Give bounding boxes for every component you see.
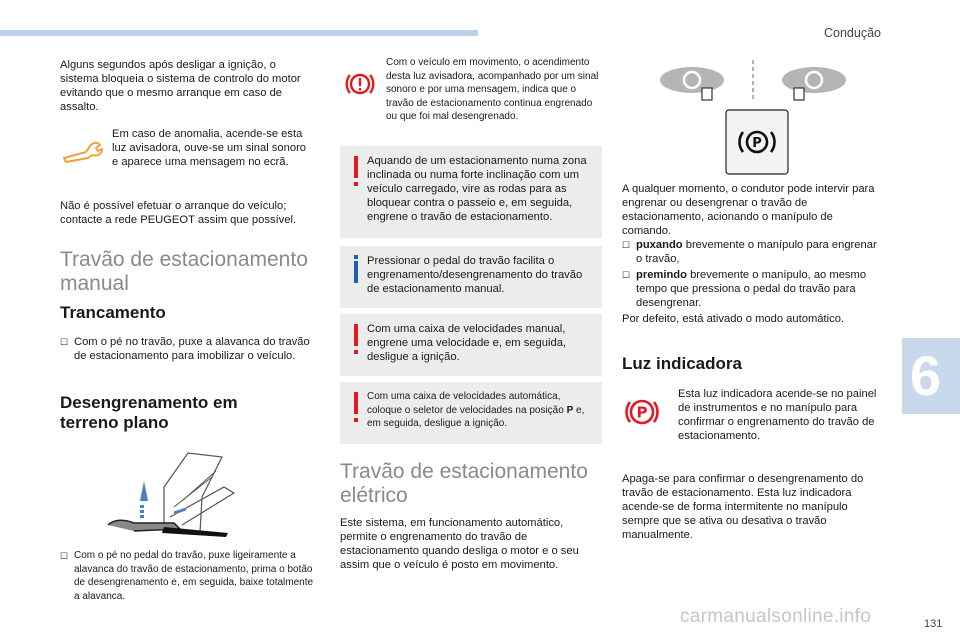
header-accent-bar — [0, 30, 478, 36]
anomaly-paragraph: Em caso de anomalia, acende-se esta luz avisadora, ouve-se um sinal sonoro e aparece uma mensagem no ecrã. — [112, 128, 307, 168]
electric-brake-title: Travão de estacionamento elétrico — [340, 460, 588, 507]
locking-step: ☐ Com o pé no travão, puxe a alavanca do travão de estacionamento para imobilizar o veículo. — [60, 336, 310, 362]
chapter-tab: 6 — [902, 338, 960, 414]
watermark: carmanualsonline.info — [680, 606, 872, 627]
info-box-pedal: Pressionar o pedal do travão facilita o engrenamento/desengrenamento do travão de estacionamento manual. — [340, 246, 602, 308]
moving-warning-paragraph: Com o veículo em movimento, o acendimento desta luz avisadora, acompanhado por um sinal sonoro e por uma mensagem, indica que o travão de estacionamento continua engrenado ou que foi mal desengrenado. — [386, 57, 599, 122]
locking-title: Trancamento — [60, 303, 166, 322]
electric-brake-paragraph: Este sistema, em funcionamento automático, permite o engrenamento do travão de estacionamento quando desliga o motor e o seu assim que o veículo é posto em movimento. — [340, 517, 579, 571]
press-step: ☐ premindo brevemente o manípulo, ao mesmo tempo que pressiona o pedal do travão para desengrenar. — [622, 269, 867, 309]
indicator-off-paragraph: Apaga-se para confirmar o desengrenamento do travão de estacionamento. Esta luz indicadora acende-se de forma intermitente no manípulo sempre que se ativa ou desativa o travão manualmente. — [622, 473, 864, 541]
arrow-bullet-icon: ☐ — [622, 270, 631, 280]
release-step: ☐ Com o pé no pedal do travão, puxe ligeiramente a alavanca do travão de estacionamento, prima o botão de desengrenamento e, em seguida, baixe totalmente a alavanca. — [60, 550, 314, 602]
intro-paragraph: Alguns segundos após desligar a ignição, o sistema bloqueia o sistema de controlo do motor evitando que o mesmo arranque em caso de assalto. — [60, 59, 301, 113]
svg-text:P: P — [752, 136, 762, 151]
parking-brake-p-icon — [622, 392, 662, 432]
steering-wheel-illustration — [658, 58, 848, 176]
arrow-bullet-icon: ☐ — [60, 551, 69, 561]
not-possible-paragraph: Não é possível efetuar o arranque do veículo; contacte a rede PEUGEOT assim que possível. — [60, 200, 297, 226]
warning-exclamation-icon — [354, 392, 358, 414]
page-number: 131 — [924, 618, 943, 630]
lever-illustration — [104, 447, 252, 539]
info-box-manual-gearbox: Com uma caixa de velocidades manual, engrene uma velocidade e, em seguida, desligue a ignição. — [340, 314, 602, 376]
pull-step: ☐ puxando brevemente o manípulo para engrenar o travão, — [622, 239, 877, 265]
info-i-icon — [354, 261, 358, 283]
info-box-automatic-gearbox: Com uma caixa de velocidades automática, coloque o seletor de velocidades na posição P e, em seguida, desligue a ignição. — [340, 382, 602, 444]
svg-text:P: P — [636, 403, 648, 422]
indicator-light-title: Luz indicadora — [622, 354, 742, 373]
section-title: Condução — [824, 26, 881, 40]
info-box-slope: Aquando de um estacionamento numa zona inclinada ou numa forte inclinação com um veículo carregado, vire as rodas para as bloquear contra o passeio e, em seguida, engrene o travão de estacionamento. — [340, 146, 602, 238]
arrow-bullet-icon: ☐ — [60, 337, 69, 347]
brake-warning-icon — [342, 66, 378, 102]
warning-exclamation-icon — [354, 156, 358, 178]
release-title: Desengrenamento em terreno plano — [60, 393, 238, 432]
indicator-light-paragraph: Esta luz indicadora acende-se no painel de instrumentos e no manípulo para confirmar o engrenamento do travão de estacionamento. — [678, 388, 877, 442]
manual-brake-title: Travão de estacionamento manual — [60, 248, 308, 295]
warning-exclamation-icon — [354, 324, 358, 346]
arrow-bullet-icon: ☐ — [622, 240, 631, 250]
wrench-icon — [60, 136, 104, 166]
default-mode-paragraph: Por defeito, está ativado o modo automático. — [622, 313, 845, 325]
intervene-paragraph: A qualquer momento, o condutor pode intervir para engrenar ou desengrenar o travão de estacionamento, acionando o manípulo de comando. — [622, 183, 875, 237]
